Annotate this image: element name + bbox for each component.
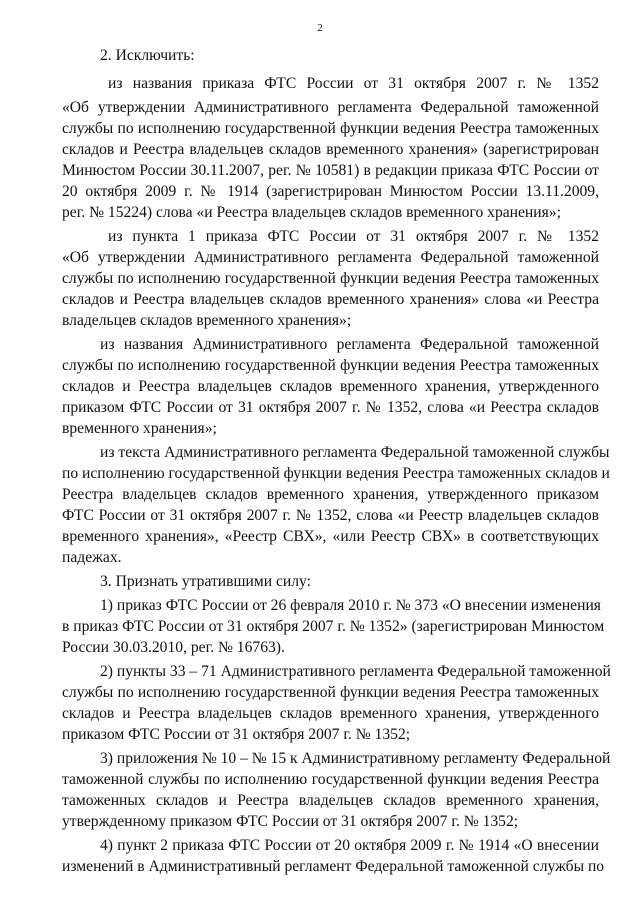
- text-line: 20 октября 2009 г. № 1914 (зарегистрирован Минюстом России 13.11.2009,: [62, 183, 599, 200]
- text-line: службы по исполнению государственной функции ведения Реестра таможенных: [62, 120, 599, 137]
- text-line: по исполнению государственной функции ведения Реестра таможенных складов и: [62, 465, 610, 482]
- text-line: 3. Признать утратившими силу:: [100, 573, 311, 590]
- text-line: ФТС России от 31 октября 2007 г. № 1352, слова «и Реестр владельцев складов: [62, 507, 599, 524]
- text-line: службы по исполнению государственной функции ведения Реестра таможенных: [62, 270, 599, 287]
- text-line: России 30.03.2010, рег. № 16763).: [62, 639, 285, 656]
- text-line: временного хранения», «Реестр СВХ», «или Реестр СВХ» в соответствующих: [62, 528, 599, 545]
- text-line: утвержденному приказом ФТС России от 31 октября 2007 г. № 1352;: [62, 813, 519, 830]
- text-line: 1) приказ ФТС России от 26 февраля 2010 г. № 373 «О внесении изменения: [100, 597, 601, 614]
- text-line: из пункта 1 приказа ФТС России от 31 октября 2007 г. № 1352: [108, 228, 599, 245]
- page-number: 2: [317, 22, 323, 34]
- text-line: складов и Реестра владельцев складов временного хранения, утвержденного: [62, 705, 599, 722]
- text-line: Реестра владельцев складов временного хранения, утвержденного приказом: [62, 486, 599, 503]
- text-line: падежах.: [62, 549, 122, 566]
- text-line: приказом ФТС России от 31 октября 2007 г. № 1352, слова «и Реестра складов: [62, 399, 599, 416]
- text-line: 2. Исключить:: [100, 47, 195, 64]
- text-line: службы по исполнению государственной функции ведения Реестра таможенных: [62, 684, 599, 701]
- text-line: Минюстом России 30.11.2007, рег. № 10581) в редакции приказа ФТС России от: [62, 162, 599, 179]
- text-line: «Об утверждении Административного регламента Федеральной таможенной: [62, 249, 599, 266]
- text-line: из названия Административного регламента Федеральной таможенной: [100, 336, 599, 353]
- text-line: приказом ФТС России от 31 октября 2007 г. № 1352;: [62, 726, 411, 743]
- text-line: временного хранения»;: [62, 420, 217, 437]
- text-line: в приказ ФТС России от 31 октября 2007 г. № 1352» (зарегистрирован Минюстом: [62, 618, 605, 635]
- text-line: 2) пункты 33 – 71 Административного регламента Федеральной таможенной: [100, 663, 611, 680]
- text-line: складов и Реестра владельцев складов временного хранения» слова «и Реестра: [62, 291, 599, 308]
- text-line: складов и Реестра владельцев складов временного хранения» (зарегистрирован: [62, 141, 599, 158]
- text-line: из названия приказа ФТС России от 31 октября 2007 г. № 1352: [108, 75, 599, 92]
- text-line: рег. № 15224) слова «и Реестра владельцев складов временного хранения»;: [62, 204, 561, 221]
- text-line: «Об утверждении Административного регламента Федеральной таможенной: [62, 99, 599, 116]
- text-line: таможенных складов и Реестра владельцев складов временного хранения,: [62, 792, 599, 809]
- text-line: из текста Административного регламента Федеральной таможенной службы: [100, 444, 610, 461]
- text-line: владельцев складов временного хранения»;: [62, 312, 352, 329]
- text-line: таможенной службы по исполнению государственной функции ведения Реестра: [62, 771, 599, 788]
- text-line: складов и Реестра владельцев складов временного хранения, утвержденного: [62, 378, 599, 395]
- text-line: изменений в Административный регламент Федеральной таможенной службы по: [62, 858, 605, 875]
- text-line: службы по исполнению государственной функции ведения Реестра таможенных: [62, 357, 599, 374]
- text-line: 4) пункт 2 приказа ФТС России от 20 октября 2009 г. № 1914 «О внесении: [100, 837, 599, 854]
- text-line: 3) приложения № 10 – № 15 к Административному регламенту Федеральной: [100, 750, 611, 767]
